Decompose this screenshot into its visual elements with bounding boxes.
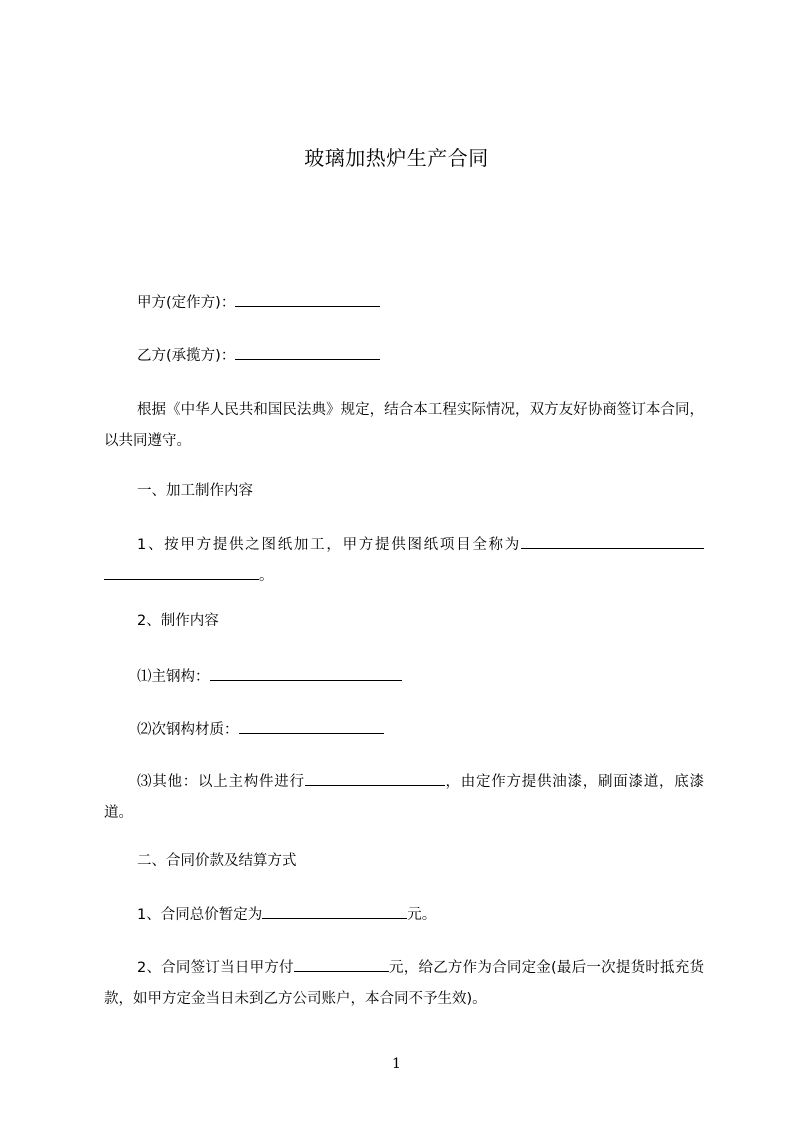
party-b-blank	[235, 345, 380, 360]
item1-1-text-b: 。	[259, 568, 274, 584]
treatment-blank	[305, 771, 445, 786]
item1-1-text-a: 1、按甲方提供之图纸加工，甲方提供图纸项目全称为	[137, 537, 521, 553]
item2-2-text-b: 元，给乙方作为合同定金(最后一次提货时抵充货款，如甲方定金当日未到乙方公司账户，本合同不予生效)。	[104, 960, 704, 1007]
party-b-line	[137, 345, 380, 366]
preamble-paragraph: 根据《中华人民共和国民法典》规定，结合本工程实际情况，双方友好协商签订本合同，以共同遵守。	[104, 402, 704, 449]
section2-heading: 二、合同价款及结算方式	[137, 853, 297, 869]
section1-heading: 一、加工制作内容	[137, 483, 253, 499]
party-a-blank	[235, 292, 380, 307]
sub1-label: ⑴主钢构：	[137, 669, 210, 685]
deposit-blank	[294, 957, 389, 972]
sub3-text-a: ⑶其他：以上主构件进行	[137, 774, 305, 790]
item1-1-paragraph	[104, 530, 704, 592]
sub3-paragraph	[104, 767, 704, 829]
sub2-label: ⑵次钢构材质：	[137, 722, 239, 738]
item1-2-heading: 2、制作内容	[137, 613, 219, 629]
secondary-steel-blank	[239, 719, 384, 734]
party-a-label: 甲方(定作方)：	[137, 295, 236, 311]
item2-2-paragraph	[104, 953, 704, 1015]
total-price-blank	[262, 904, 407, 919]
document-title: 玻璃加热炉生产合同	[304, 146, 489, 170]
sub3-text-b: ，由定作方提供油漆，刷面漆道，底漆道。	[104, 774, 704, 821]
project-name-blank-2	[104, 565, 259, 580]
project-name-blank	[521, 534, 704, 549]
sub2-line	[137, 719, 384, 740]
item2-2-text-a: 2、合同签订当日甲方付	[137, 960, 294, 976]
party-b-label: 乙方(承揽方)：	[137, 348, 236, 364]
item2-1-text-a: 1、合同总价暂定为	[137, 907, 263, 923]
item2-1-text-b: 元。	[407, 907, 437, 923]
sub1-line	[137, 666, 402, 687]
page-number: 1	[392, 1056, 401, 1072]
item2-1-line	[137, 904, 436, 925]
main-steel-blank	[210, 666, 402, 681]
party-a-line	[137, 292, 380, 313]
